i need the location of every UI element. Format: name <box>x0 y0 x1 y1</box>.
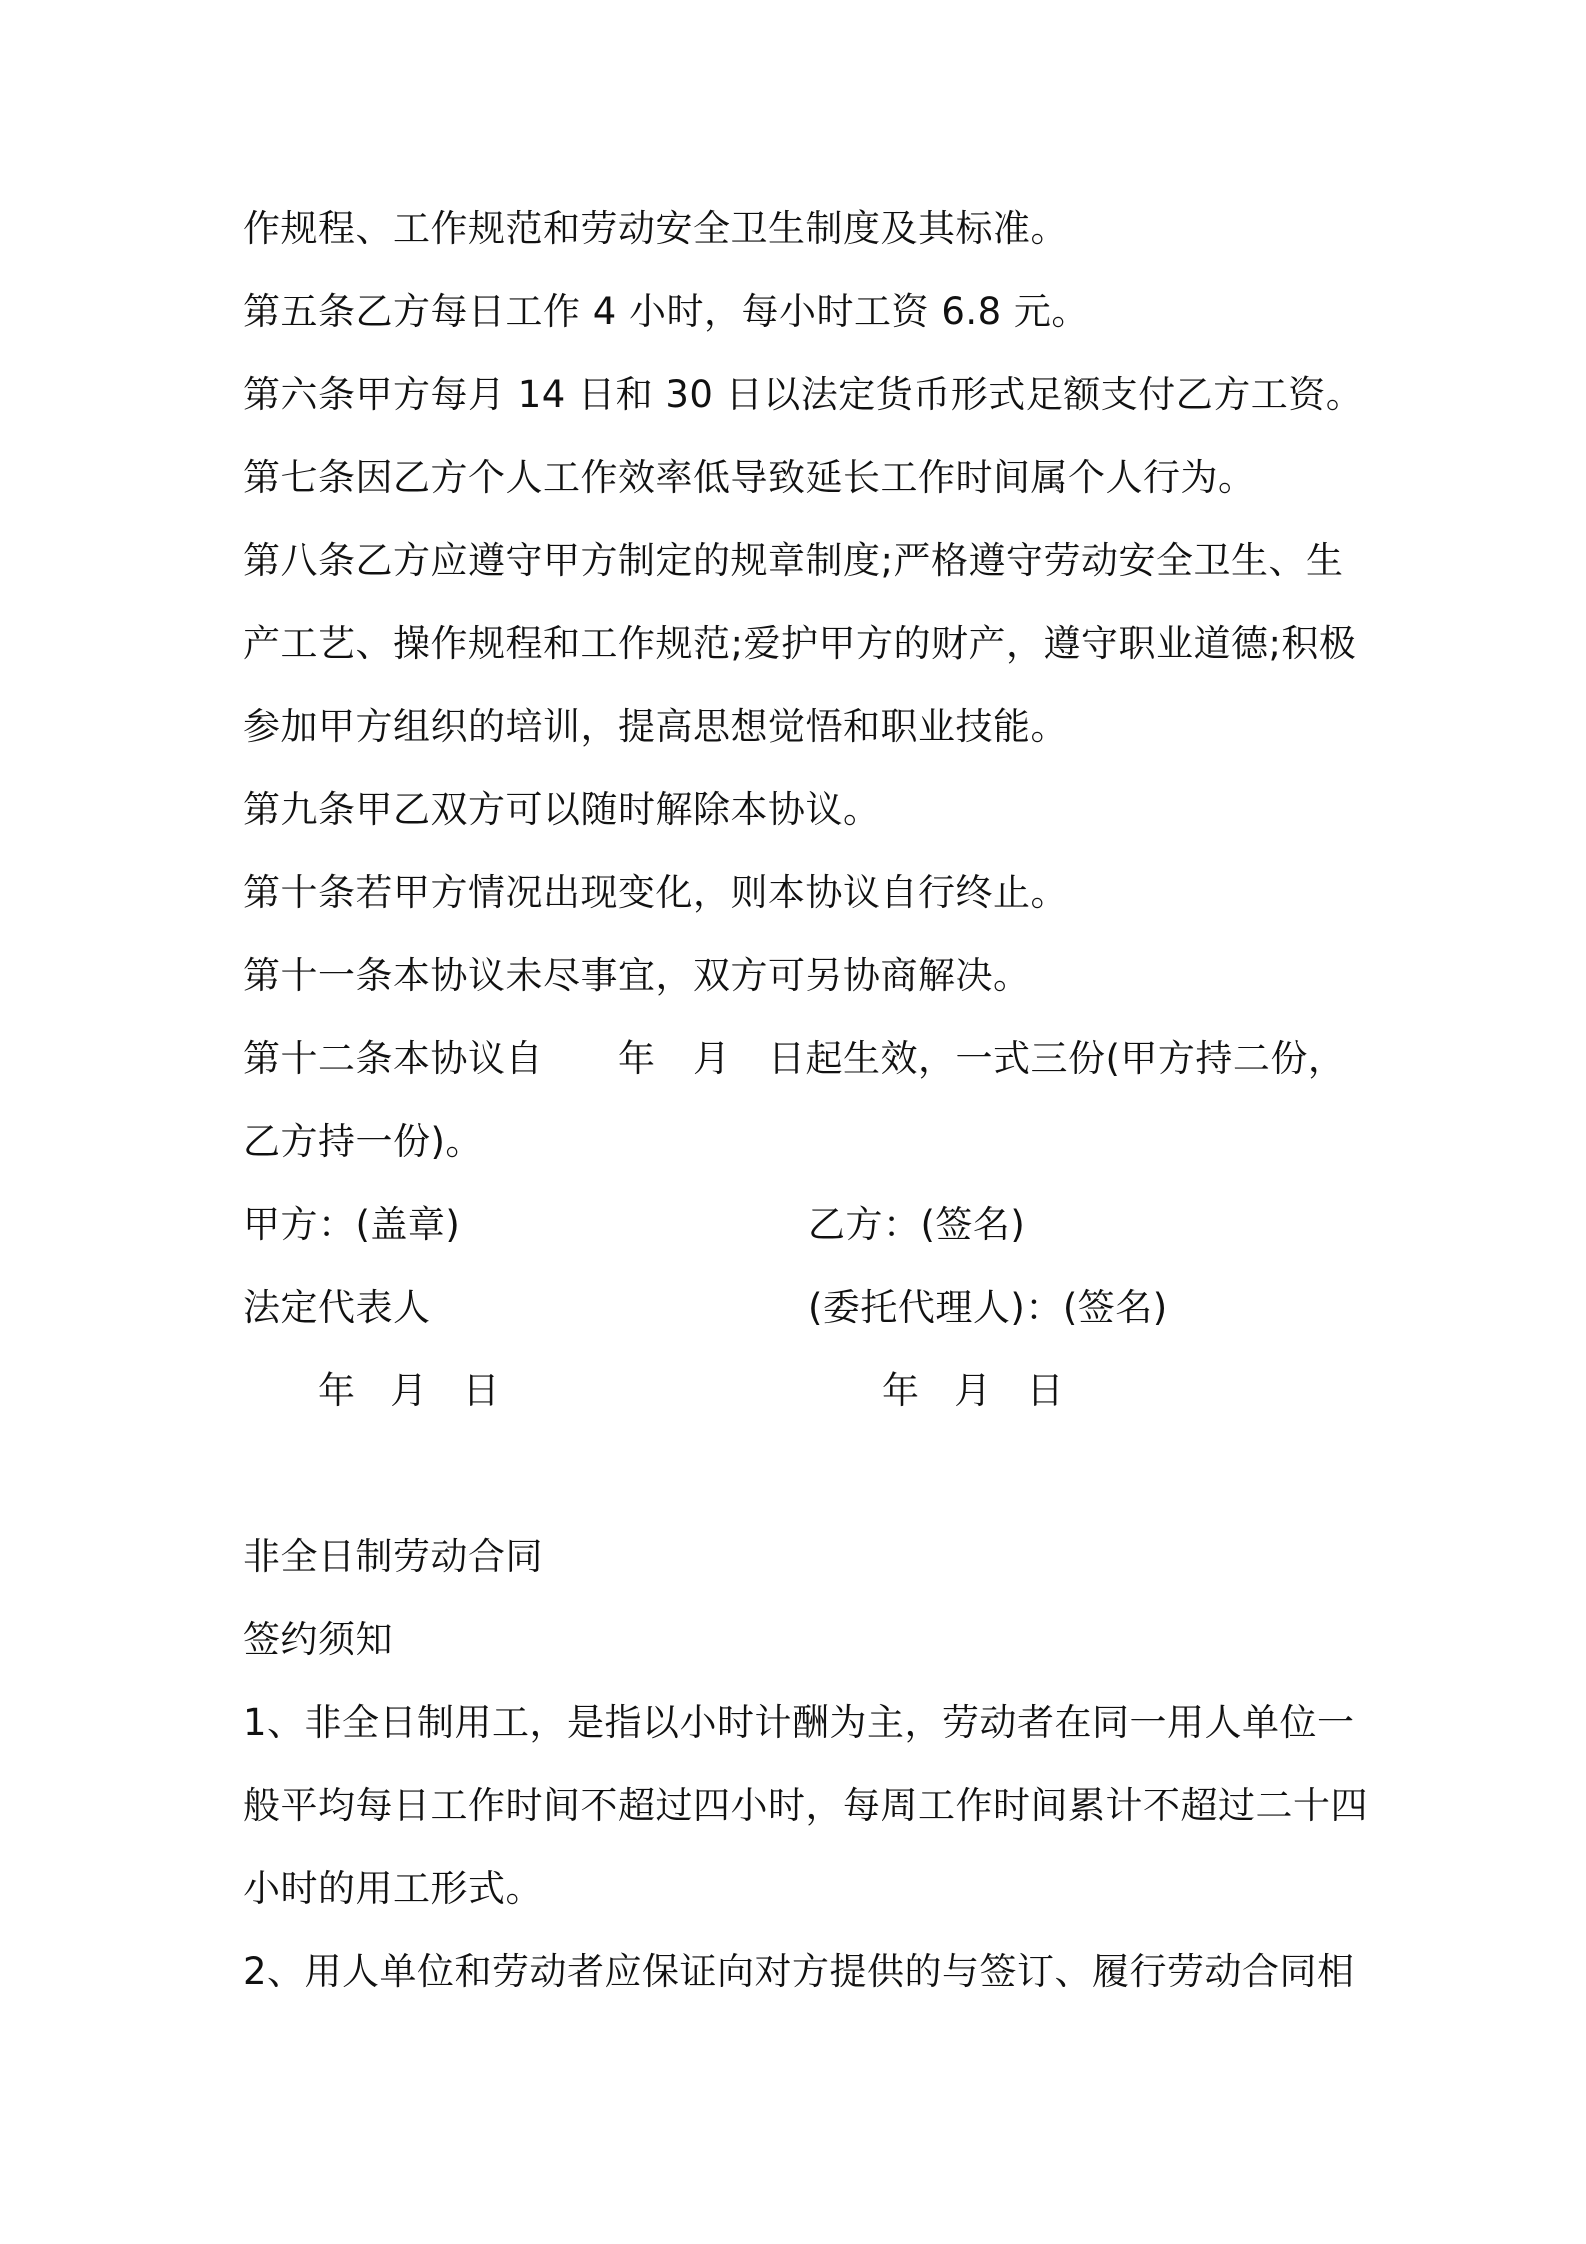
notice-1-line-1: 1、非全日制用工，是指以小时计酬为主，劳动者在同一用人单位一 <box>243 1701 1355 1744</box>
clause-5: 第五条乙方每日工作 4 小时，每小时工资 6.8 元。 <box>243 290 1089 333</box>
party-a-seal-label: 甲方：(盖章) <box>243 1203 461 1246</box>
clause-6: 第六条甲方每月 14 日和 30 日以法定货币形式足额支付乙方工资。 <box>243 373 1364 416</box>
clause-8-line-1: 第八条乙方应遵守甲方制定的规章制度;严格遵守劳动安全卫生、生 <box>243 539 1344 582</box>
party-a-representative: 法定代表人 <box>243 1286 431 1329</box>
section-title: 非全日制劳动合同 <box>243 1535 543 1578</box>
clause-text-line: 作规程、工作规范和劳动安全卫生制度及其标准。 <box>243 207 1068 250</box>
notice-1-line-2: 般平均每日工作时间不超过四小时，每周工作时间累计不超过二十四 <box>243 1784 1368 1827</box>
clause-12-line-2: 乙方持一份)。 <box>243 1120 483 1163</box>
party-b-agent: (委托代理人)：(签名) <box>808 1286 1168 1329</box>
clause-8-line-3: 参加甲方组织的培训，提高思想觉悟和职业技能。 <box>243 705 1068 748</box>
party-b-sign-label: 乙方：(签名) <box>808 1203 1026 1246</box>
clause-7: 第七条因乙方个人工作效率低导致延长工作时间属个人行为。 <box>243 456 1256 499</box>
clause-8-line-2: 产工艺、操作规程和工作规范;爱护甲方的财产，遵守职业道德;积极 <box>243 622 1357 665</box>
section-subtitle: 签约须知 <box>243 1618 393 1661</box>
clause-10: 第十条若甲方情况出现变化，则本协议自行终止。 <box>243 871 1068 914</box>
clause-12-line-1: 第十二条本协议自 年 月 日起生效，一式三份(甲方持二份， <box>243 1037 1346 1080</box>
notice-1-line-3: 小时的用工形式。 <box>243 1867 543 1910</box>
party-b-date: 年 月 日 <box>882 1369 1064 1412</box>
clause-11: 第十一条本协议未尽事宜，双方可另协商解决。 <box>243 954 1031 997</box>
notice-2-line-1: 2、用人单位和劳动者应保证向对方提供的与签订、履行劳动合同相 <box>243 1950 1355 1993</box>
party-a-date: 年 月 日 <box>318 1369 500 1412</box>
clause-9: 第九条甲乙双方可以随时解除本协议。 <box>243 788 881 831</box>
